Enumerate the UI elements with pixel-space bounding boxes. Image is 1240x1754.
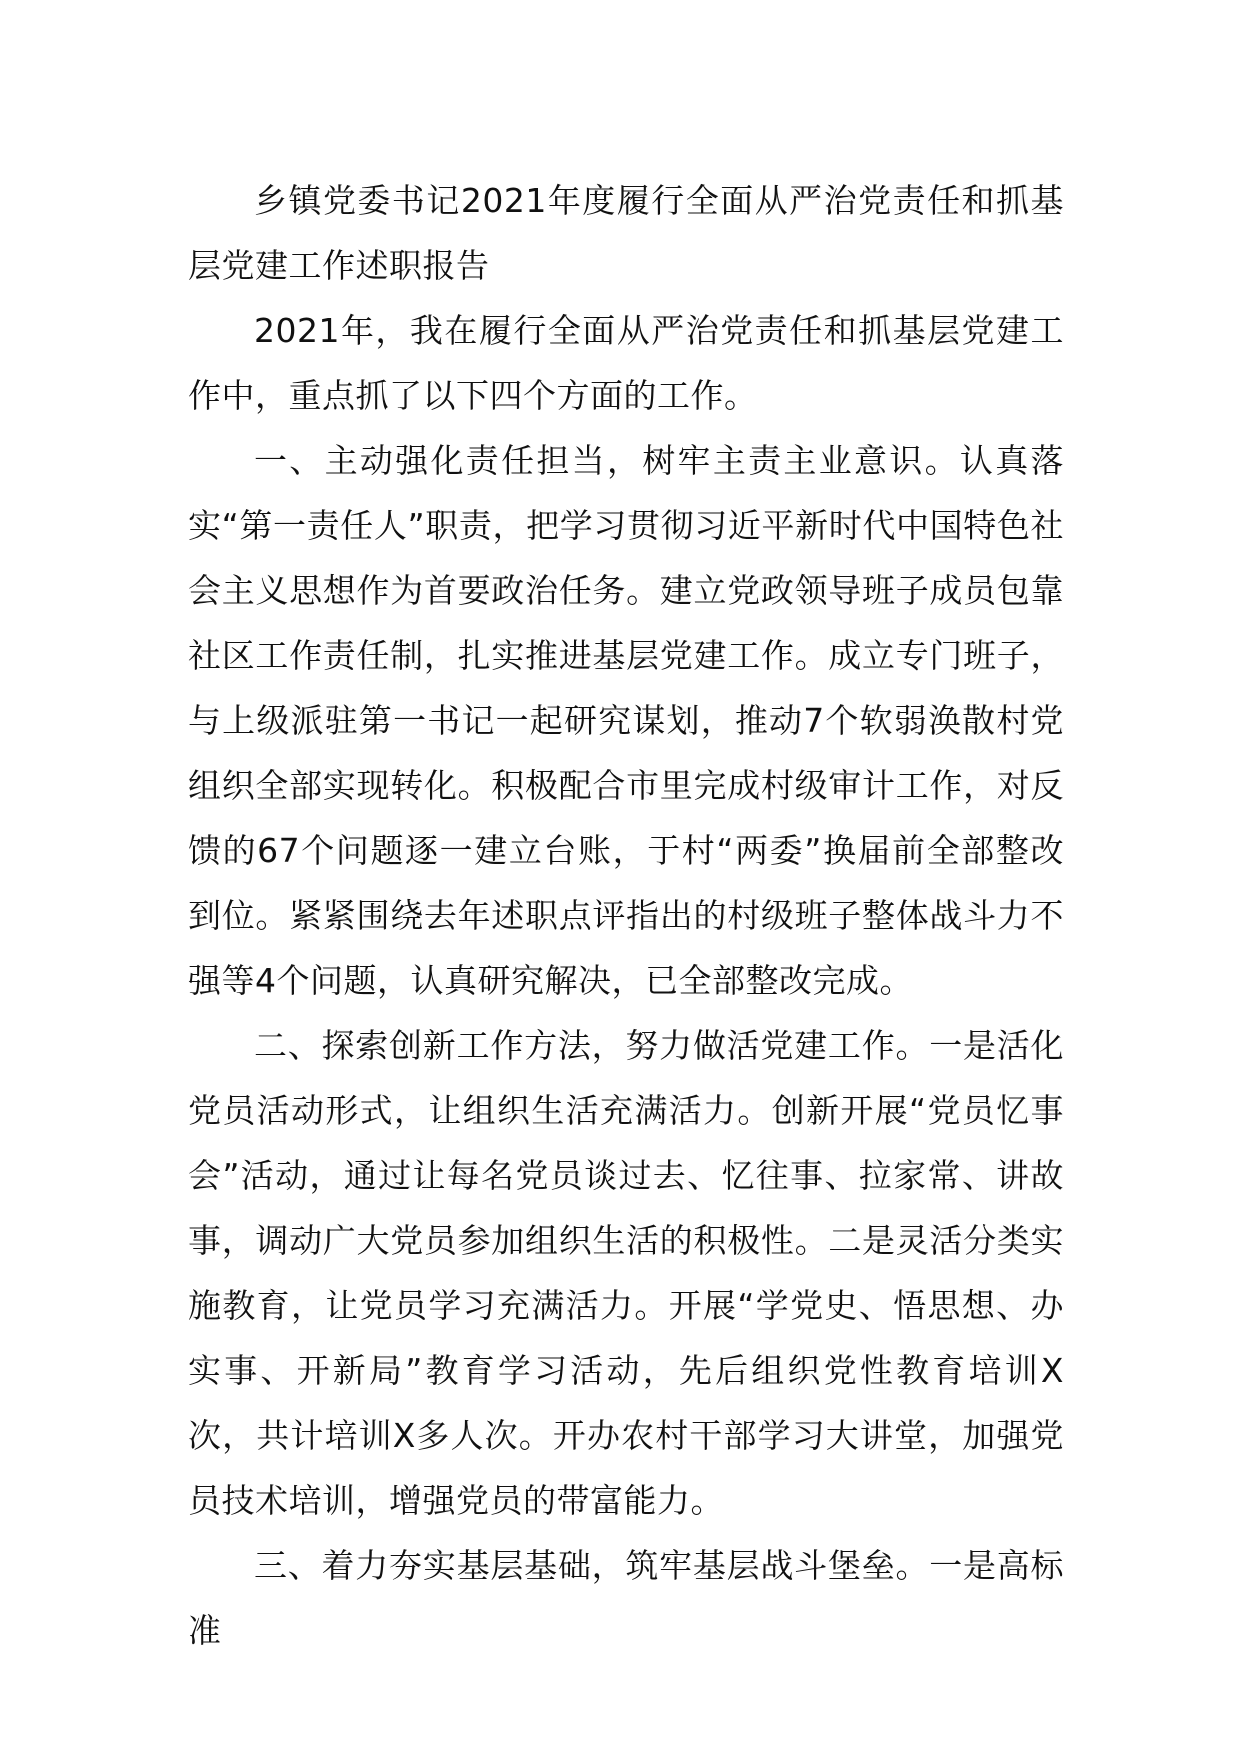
intro-paragraph: 2021年，我在履行全面从严治党责任和抓基层党建工作中，重点抓了以下四个方面的工作。	[188, 311, 1064, 415]
section-three-paragraph: 三、着力夯实基层基础，筑牢基层战斗堡垒。一是高标准	[188, 1546, 1064, 1650]
document-title: 乡镇党委书记2021年度履行全面从严治党责任和抓基层党建工作述职报告	[188, 181, 1064, 285]
section-one-paragraph: 一、主动强化责任担当，树牢主责主业意识。认真落实“第一责任人”职责，把学习贯彻习近平新时代中国特色社会主义思想作为首要政治任务。建立党政领导班子成员包靠社区工作责任制，扎实推进基层党建工作。成立专门班子，与上级派驻第一书记一起研究谋划，推动7个软弱涣散村党组织全部实现转化。积极配合市里完成村级审计工作，对反馈的67个问题逐一建立台账，于村“两委”换届前全部整改到位。紧紧围绕去年述职点评指出的村级班子整体战斗力不强等4个问题，认真研究解决，已全部整改完成。	[188, 441, 1064, 1000]
document-body	[188, 168, 1064, 1663]
section-two-paragraph: 二、探索创新工作方法，努力做活党建工作。一是活化党员活动形式，让组织生活充满活力。创新开展“党员忆事会”活动，通过让每名党员谈过去、忆往事、拉家常、讲故事，调动广大党员参加组织生活的积极性。二是灵活分类实施教育，让党员学习充满活力。开展“学党史、悟思想、办实事、开新局”教育学习活动，先后组织党性教育培训X次，共计培训X多人次。开办农村干部学习大讲堂，加强党员技术培训，增强党员的带富能力。	[188, 1026, 1064, 1520]
